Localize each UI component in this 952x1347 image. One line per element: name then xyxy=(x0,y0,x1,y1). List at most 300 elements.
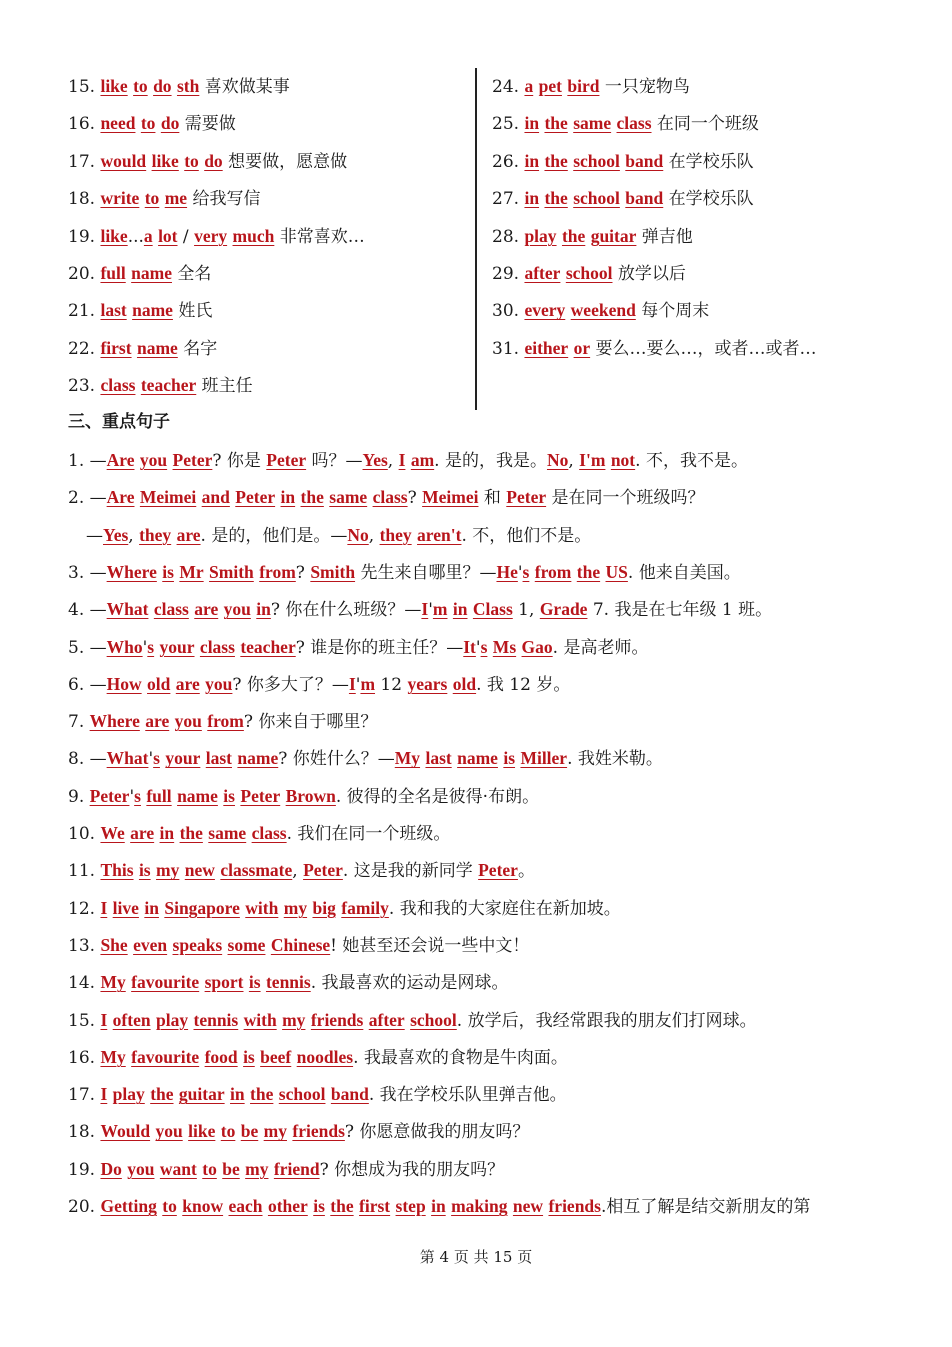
answer-word: would xyxy=(100,150,147,171)
answer-word: like xyxy=(100,225,128,246)
text-fragment: — xyxy=(89,637,107,658)
answer-word: you xyxy=(174,711,202,732)
column-divider xyxy=(475,68,477,410)
answer-word: the xyxy=(544,150,568,171)
text-fragment: ? xyxy=(295,562,311,583)
sentence-line xyxy=(68,932,529,959)
answer-word: from xyxy=(207,711,244,732)
sentence-line xyxy=(68,671,570,698)
answer-word: Peter xyxy=(478,860,518,881)
answer-word: to xyxy=(144,188,160,209)
answer-word: either xyxy=(524,337,569,358)
section-heading: 三、重点句子 xyxy=(68,412,170,432)
answer-word: in xyxy=(159,823,175,843)
text-fragment: — xyxy=(89,749,107,770)
answer-word: same xyxy=(573,113,612,134)
text-fragment: ... xyxy=(127,226,144,247)
answer-word: band xyxy=(625,188,664,209)
item-number: 14. xyxy=(68,973,101,994)
item-number: 31. xyxy=(492,338,525,359)
answer-word: Who xyxy=(106,636,143,657)
answer-word: speaks xyxy=(172,934,223,955)
answer-word: in xyxy=(524,188,540,209)
text-fragment: 姓氏 xyxy=(172,301,213,322)
text-fragment: , xyxy=(387,451,399,471)
item-number: 19. xyxy=(68,1159,101,1180)
answer-word: to xyxy=(162,1196,177,1216)
answer-word: in xyxy=(230,1084,245,1105)
item-number: 16. xyxy=(68,114,101,135)
answer-word: Class xyxy=(472,599,513,620)
text-fragment: , xyxy=(568,451,580,471)
answer-word: s xyxy=(153,748,160,769)
phrase-item xyxy=(492,260,686,287)
answer-word: the xyxy=(544,188,568,209)
answer-word: to xyxy=(220,1121,236,1142)
text-fragment: , xyxy=(128,525,140,546)
item-number: 27. xyxy=(492,189,525,210)
answer-word: some xyxy=(227,934,266,955)
answer-word: write xyxy=(100,188,140,209)
answer-word: the xyxy=(300,487,324,508)
text-fragment: 喜欢做某事 xyxy=(199,77,290,97)
answer-word: I xyxy=(421,599,429,620)
answer-word: old xyxy=(147,673,171,694)
answer-word: full xyxy=(100,263,126,283)
answer-word: making xyxy=(451,1196,508,1216)
item-number: 21. xyxy=(68,301,101,322)
answer-word: you xyxy=(155,1121,183,1142)
answer-word: school xyxy=(573,150,620,171)
answer-word: I'm xyxy=(579,450,606,470)
answer-word: my xyxy=(245,1158,269,1179)
answer-word: Where xyxy=(89,711,140,732)
text-fragment: ? 你想成为我的朋友吗？ xyxy=(319,1159,505,1180)
text-fragment: 和 xyxy=(478,488,507,509)
sentence-line xyxy=(68,1156,504,1183)
answer-word: I xyxy=(100,1009,108,1030)
answer-word: and xyxy=(201,487,230,508)
answer-word: last xyxy=(100,300,127,321)
text-fragment: ' xyxy=(475,637,481,658)
sentence-line xyxy=(68,559,741,586)
item-number: 8. xyxy=(68,749,90,770)
answer-word: are xyxy=(145,711,170,732)
answer-word: name xyxy=(136,337,178,358)
item-number: 2. xyxy=(68,488,90,509)
answer-word: other xyxy=(267,1196,308,1216)
text-fragment: 7. 我是在七年级 1 班。 xyxy=(587,600,773,621)
item-number: 26. xyxy=(492,151,525,172)
phrase-item xyxy=(492,110,759,137)
answer-word: US xyxy=(605,561,628,582)
answer-word: aren't xyxy=(417,524,462,545)
answer-word: be xyxy=(240,1121,259,1142)
answer-word: are xyxy=(176,524,201,545)
answer-word: a xyxy=(524,76,534,96)
item-number: 12. xyxy=(68,898,101,919)
text-fragment: 要么…要么…，或者…或者… xyxy=(590,338,817,359)
item-number: 6. xyxy=(68,674,90,695)
text-fragment: . 我最喜欢的运动是网球。 xyxy=(310,973,509,994)
answer-word: school xyxy=(410,1009,457,1030)
text-fragment: / xyxy=(177,226,195,247)
item-number: 18. xyxy=(68,1122,101,1143)
text-fragment: — xyxy=(89,674,107,695)
answer-word: from xyxy=(534,561,572,582)
answer-word: m xyxy=(432,599,448,620)
text-fragment: 每个周末 xyxy=(635,301,710,322)
text-fragment: 一只宠物鸟 xyxy=(599,77,690,97)
phrase-item xyxy=(68,73,290,100)
text-fragment: 1, xyxy=(512,600,540,621)
answer-word: with xyxy=(243,1009,277,1030)
answer-word: name xyxy=(237,748,279,769)
answer-word: Peter xyxy=(303,860,343,881)
text-fragment: , xyxy=(368,525,380,546)
text-fragment: ' xyxy=(142,637,148,658)
phrase-item xyxy=(68,372,253,399)
answer-word: beef xyxy=(260,1046,292,1067)
text-fragment: 在同一个班级 xyxy=(651,114,759,135)
answer-word: name xyxy=(132,300,173,321)
answer-word: the xyxy=(250,1084,274,1105)
answer-word: often xyxy=(112,1009,151,1030)
answer-word: Yes xyxy=(103,524,129,545)
text-fragment: 12 xyxy=(375,674,408,695)
answer-word: live xyxy=(112,897,139,918)
answer-word: like xyxy=(151,150,179,171)
phrase-item xyxy=(492,335,817,362)
answer-word: class xyxy=(199,636,235,657)
answer-word: are xyxy=(194,599,219,620)
answer-word: they xyxy=(139,524,172,545)
item-number: 25. xyxy=(492,114,525,135)
item-number: 30. xyxy=(492,301,525,322)
answer-word: teacher xyxy=(240,636,296,657)
answer-word: We xyxy=(100,823,125,843)
answer-word: friends xyxy=(310,1009,364,1030)
answer-word: name xyxy=(457,748,498,769)
text-fragment: — xyxy=(89,600,107,621)
item-number: 19. xyxy=(68,226,101,247)
sentence-line xyxy=(68,857,535,884)
text-fragment: ? 你是 xyxy=(212,451,267,471)
answer-word: each xyxy=(228,1196,263,1216)
item-number: 1. xyxy=(68,451,90,471)
answer-word: play xyxy=(112,1084,145,1105)
answer-word: old xyxy=(452,673,477,694)
item-number: 10. xyxy=(68,824,101,844)
text-fragment: ? 你愿意做我的朋友吗？ xyxy=(344,1122,530,1143)
answer-word: Singapore xyxy=(164,897,240,918)
answer-word: class xyxy=(616,113,652,134)
answer-word: even xyxy=(133,934,168,955)
sentence-line xyxy=(68,708,377,735)
text-fragment: . 不，他们不是。 xyxy=(461,525,592,546)
sentence-line xyxy=(68,634,648,661)
answer-word: much xyxy=(232,225,275,246)
answer-word: are xyxy=(130,823,155,843)
answer-word: a xyxy=(143,225,153,246)
answer-word: is xyxy=(503,748,516,769)
answer-word: How xyxy=(106,673,142,694)
text-fragment: — xyxy=(89,562,107,583)
answer-word: Peter xyxy=(89,785,130,806)
answer-word: is xyxy=(138,860,151,881)
answer-word: band xyxy=(330,1084,369,1105)
item-number: 7. xyxy=(68,712,90,733)
answer-word: in xyxy=(524,150,540,171)
text-fragment: ' xyxy=(129,786,135,807)
answer-word: I xyxy=(100,1084,108,1105)
text-fragment: 在学校乐队 xyxy=(663,189,754,210)
answer-word: I xyxy=(348,673,356,694)
answer-word: food xyxy=(204,1046,238,1067)
answer-word: school xyxy=(565,263,613,283)
answer-word: the xyxy=(561,225,586,246)
phrase-item xyxy=(492,73,690,100)
answer-word: My xyxy=(394,748,421,769)
answer-word: My xyxy=(100,972,126,993)
answer-word: band xyxy=(625,150,664,171)
answer-word: Peter xyxy=(235,487,276,508)
text-fragment: 非常喜欢… xyxy=(274,226,365,247)
item-number: 17. xyxy=(68,151,101,172)
answer-word: play xyxy=(524,225,557,246)
answer-word: the xyxy=(576,561,601,582)
text-fragment: . 这是我的新同学 xyxy=(342,861,479,882)
answer-word: in xyxy=(280,487,296,508)
answer-word: are xyxy=(175,673,200,694)
sentence-line xyxy=(68,1007,757,1034)
answer-word: me xyxy=(164,188,188,209)
text-fragment: ' xyxy=(355,674,361,695)
phrase-item xyxy=(492,297,709,324)
answer-word: weekend xyxy=(570,300,636,321)
answer-word: sth xyxy=(176,76,200,96)
answer-word: It xyxy=(463,636,476,657)
answer-word: you xyxy=(127,1158,155,1179)
item-number: 29. xyxy=(492,264,525,284)
answer-word: in xyxy=(256,599,271,620)
answer-word: want xyxy=(159,1158,197,1179)
answer-word: first xyxy=(359,1196,391,1216)
answer-word: school xyxy=(278,1084,326,1105)
item-number: 24. xyxy=(492,77,525,97)
answer-word: What xyxy=(106,599,149,620)
sentence-line xyxy=(68,596,772,623)
answer-word: my xyxy=(283,897,308,918)
item-number: 3. xyxy=(68,562,90,583)
answer-word: friends xyxy=(292,1121,345,1142)
answer-word: Peter xyxy=(172,450,213,470)
answer-word: m xyxy=(360,673,376,694)
answer-word: Where xyxy=(106,561,157,582)
answer-word: or xyxy=(573,337,591,358)
answer-word: What xyxy=(106,748,149,769)
phrase-item xyxy=(68,260,211,287)
answer-word: your xyxy=(159,636,195,657)
sentence-line xyxy=(68,1044,568,1071)
text-fragment: ' xyxy=(148,749,154,770)
answer-word: Smith xyxy=(209,561,254,582)
text-fragment: . 我最喜欢的食物是牛肉面。 xyxy=(353,1047,568,1068)
answer-word: new xyxy=(184,860,215,881)
answer-word: favourite xyxy=(131,972,200,993)
phrase-item xyxy=(68,185,260,212)
item-number: 16. xyxy=(68,1047,101,1068)
answer-word: in xyxy=(144,897,159,918)
answer-word: in xyxy=(524,113,540,134)
answer-word: He xyxy=(496,561,518,582)
answer-word: like xyxy=(188,1121,216,1142)
answer-word: last xyxy=(205,748,232,769)
sentence-line xyxy=(68,895,621,922)
answer-word: last xyxy=(425,748,452,769)
answer-word: school xyxy=(573,188,620,209)
text-fragment: 在学校乐队 xyxy=(663,151,754,172)
text-fragment: 全名 xyxy=(171,264,212,284)
answer-word: know xyxy=(182,1196,224,1216)
text-fragment: ? xyxy=(407,488,423,509)
answer-word: same xyxy=(208,823,247,843)
item-number: 9. xyxy=(68,786,90,807)
answer-word: teacher xyxy=(140,375,197,396)
answer-word: Peter xyxy=(240,785,281,806)
answer-word: Smith xyxy=(310,561,356,582)
sentence-line xyxy=(68,745,663,772)
answer-word: my xyxy=(156,860,180,881)
item-number: 4. xyxy=(68,600,90,621)
answer-word: Miller xyxy=(520,748,568,769)
text-fragment: . 他来自美国。 xyxy=(627,562,741,583)
text-fragment: . 我 12 岁。 xyxy=(476,674,571,695)
text-fragment: ? 你在什么班级？— xyxy=(270,600,422,621)
answer-word: is xyxy=(313,1196,325,1216)
answer-word: guitar xyxy=(178,1084,225,1105)
answer-word: after xyxy=(368,1009,405,1030)
text-fragment: 弹吉他 xyxy=(636,226,693,247)
item-number: 15. xyxy=(68,1010,101,1031)
answer-word: my xyxy=(263,1121,287,1142)
answer-word: lot xyxy=(158,225,178,246)
text-fragment: 先生来自哪里？— xyxy=(355,562,497,583)
answer-word: every xyxy=(524,300,566,321)
answer-word: play xyxy=(155,1009,189,1030)
answer-word: need xyxy=(100,113,136,134)
sentence-line xyxy=(68,1081,567,1108)
item-number: 13. xyxy=(68,935,101,956)
sentence-line xyxy=(68,447,748,474)
answer-word: do xyxy=(153,76,172,96)
item-number: 22. xyxy=(68,338,101,359)
text-fragment: , xyxy=(292,861,304,882)
phrase-item xyxy=(68,110,236,137)
answer-word: step xyxy=(395,1196,426,1216)
text-fragment: . 我和我的大家庭住在新加坡。 xyxy=(388,898,621,919)
answer-word: be xyxy=(222,1158,240,1179)
answer-word: class xyxy=(372,487,408,508)
text-fragment: 是在同一个班级吗？ xyxy=(546,488,705,509)
answer-word: Would xyxy=(100,1121,151,1142)
phrase-item xyxy=(492,185,754,212)
sentence-line xyxy=(68,969,509,996)
item-number: 28. xyxy=(492,226,525,247)
answer-word: friend xyxy=(273,1158,320,1179)
answer-word: favourite xyxy=(131,1046,200,1067)
text-fragment: 想要做，愿意做 xyxy=(222,151,348,172)
text-fragment: 需要做 xyxy=(179,114,236,135)
answer-word: do xyxy=(160,113,180,134)
text-fragment: . 我姓米勒。 xyxy=(567,749,663,770)
answer-word: you xyxy=(205,673,233,694)
sentence-line xyxy=(68,1118,529,1145)
answer-word: Peter xyxy=(266,450,307,470)
text-fragment: 名字 xyxy=(177,338,218,359)
phrase-item xyxy=(68,335,217,362)
answer-word: like xyxy=(100,76,128,96)
text-fragment: — xyxy=(89,488,107,509)
answer-word: No xyxy=(347,524,369,545)
item-number: 15. xyxy=(68,77,101,97)
answer-word: do xyxy=(204,150,223,171)
answer-word: same xyxy=(329,487,368,508)
sentence-line xyxy=(68,820,450,847)
item-number: 20. xyxy=(68,264,101,284)
answer-word: Gao xyxy=(521,636,553,657)
text-fragment: ? 你多大了？— xyxy=(232,674,349,695)
answer-word: you xyxy=(139,450,168,470)
answer-word: the xyxy=(179,823,203,843)
phrase-item xyxy=(492,223,693,250)
answer-word: new xyxy=(512,1196,544,1216)
answer-word: Are xyxy=(106,450,135,470)
answer-word: Brown xyxy=(285,785,336,806)
answer-word: years xyxy=(407,673,448,694)
text-fragment: . 我在学校乐队里弹吉他。 xyxy=(368,1085,567,1106)
text-fragment: — xyxy=(89,451,107,471)
answer-word: your xyxy=(165,748,201,769)
answer-word: This xyxy=(100,860,134,881)
phrase-item xyxy=(68,223,365,250)
answer-word: to xyxy=(140,113,156,134)
answer-word: very xyxy=(194,225,228,246)
answer-word: friends xyxy=(548,1196,601,1216)
item-number: 20. xyxy=(68,1197,101,1217)
phrase-item xyxy=(492,148,754,175)
text-fragment: . 我们在同一个班级。 xyxy=(286,824,451,844)
phrase-item xyxy=(68,297,212,324)
text-fragment: 给我写信 xyxy=(187,189,261,210)
text-fragment: ' xyxy=(428,600,433,621)
answer-word: big xyxy=(312,897,336,918)
answer-word: class xyxy=(251,823,287,843)
text-fragment: . 彼得的全名是彼得·布朗。 xyxy=(335,786,540,807)
text-fragment: 放学以后 xyxy=(612,264,686,284)
answer-word: is xyxy=(162,561,174,582)
answer-word: you xyxy=(223,599,251,620)
text-fragment: 吗？— xyxy=(306,451,363,471)
sentence-line xyxy=(68,484,705,511)
answer-word: Chinese xyxy=(270,934,331,955)
answer-word: to xyxy=(184,150,199,171)
answer-word: not xyxy=(610,450,636,470)
answer-word: name xyxy=(177,785,218,806)
answer-word: sport xyxy=(204,972,244,993)
answer-word: Are xyxy=(106,487,135,508)
answer-word: Do xyxy=(100,1158,122,1179)
